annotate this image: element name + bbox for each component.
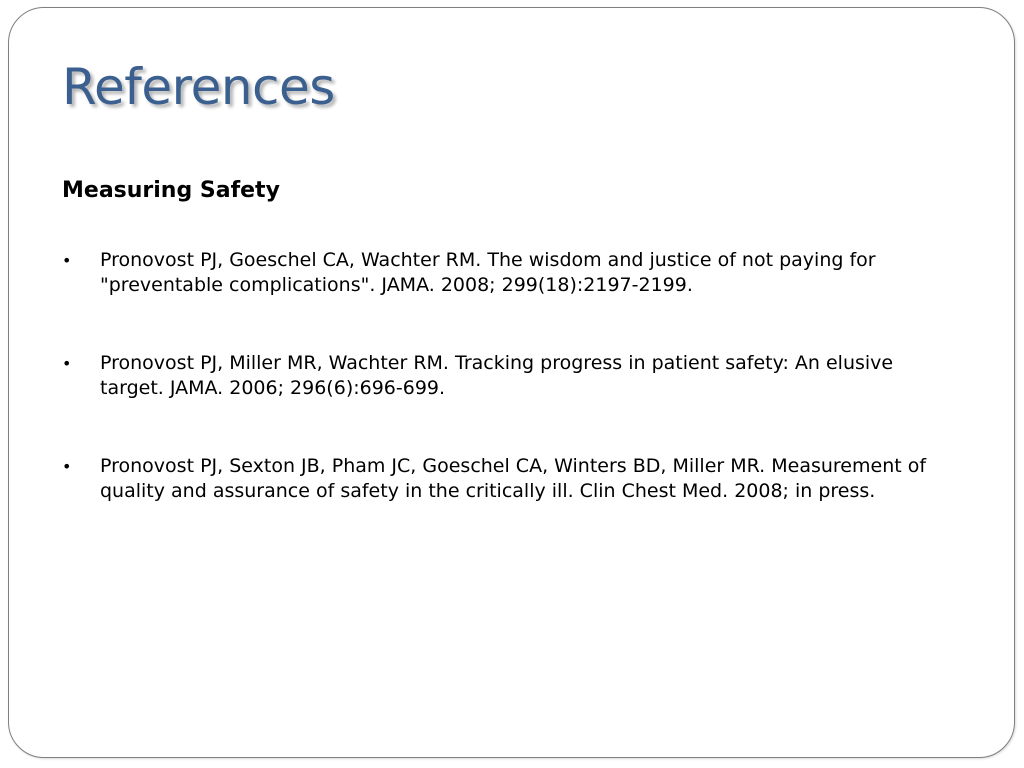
- section-heading: Measuring Safety: [62, 178, 280, 203]
- bullet-icon: •: [62, 457, 72, 476]
- reference-item: [62, 248, 962, 298]
- reference-list: [62, 248, 962, 557]
- reference-text: Pronovost PJ, Goeschel CA, Wachter RM. The wisdom and justice of not paying for "preventable complications". JAMA. 2008; 299(18):2197-2199.: [100, 249, 876, 296]
- bullet-icon: •: [62, 251, 72, 270]
- reference-item: [62, 454, 962, 504]
- bullet-icon: •: [62, 354, 72, 373]
- reference-item: [62, 351, 962, 401]
- slide-title: References: [62, 58, 335, 116]
- reference-text: Pronovost PJ, Sexton JB, Pham JC, Goeschel CA, Winters BD, Miller MR. Measurement of quality and assurance of safety in the critically ill. Clin Chest Med. 2008; in press.: [100, 455, 927, 502]
- reference-text: Pronovost PJ, Miller MR, Wachter RM. Tracking progress in patient safety: An elusive target. JAMA. 2006; 296(6):696-699.: [100, 352, 894, 399]
